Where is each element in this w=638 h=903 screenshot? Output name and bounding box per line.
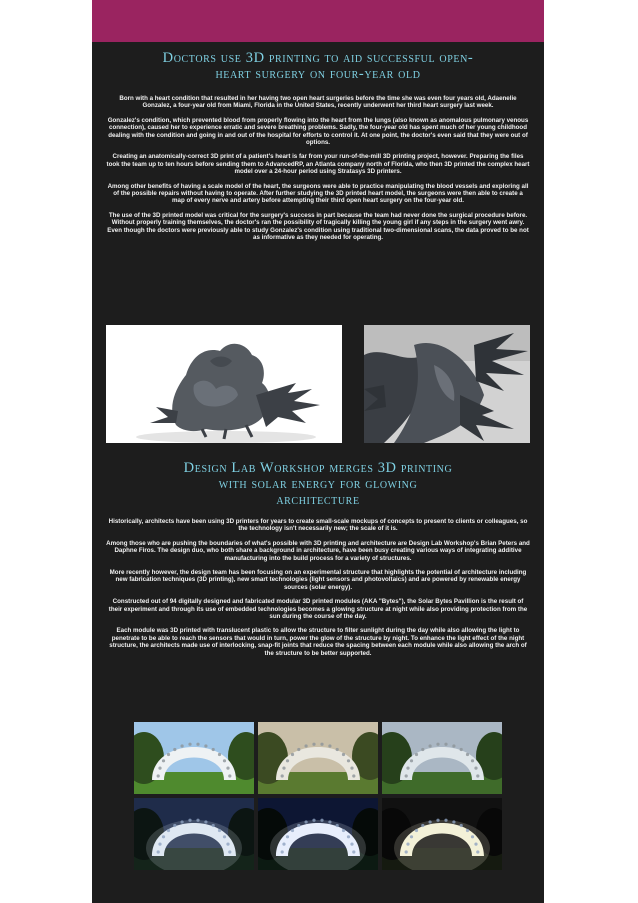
article-2-paragraph-2: Among those who are pushing the boundaries of what's possible with 3D printing and architecture are Design Lab Workshop's Brian Peters and Daphne Firos. The design duo, who both share a background in architecture, have been busy creating various ways of integrating additive manufacturing into the build process for a variety of structures. [106,539,530,562]
article-2-paragraph-3: More recently however, the design team has been focusing on an experimental structure that highlights the potential of architecture including new fabrication techniques (3D printing), new smart technologies (light sensors and photovoltaics) and are powered by renewable energy sources (solar energy). [109,569,527,591]
heart-model-photo-closeup [364,325,530,443]
heart-model-photos [106,325,530,443]
pavilion-photo-3 [382,722,502,794]
article-2-headline-line-3: architecture [276,492,360,508]
solar-bytes-pavilion-photo-grid [134,722,502,872]
newsletter-page [92,0,544,903]
article-1-paragraph-4: Among other benefits of having a scale model of the heart, the surgeons were able to practice manipulating the blood vessels and exploring all of the possible repairs without having to operate. After further studying the 3D printed heart model, the surgeons were then able to create a map of every nerve and artery before attempting their third open heart surgery on the four-year old. [107,182,529,205]
article-2-headline-line-1: Design Lab Workshop merges 3D printing [183,460,453,476]
top-color-band [92,0,544,42]
article-2-paragraph-5: Each module was 3D printed with translucent plastic to allow the structure to filter sunlight during the day while also allowing the light to penetrate to be able to reach the sensors that would in turn, power the glow of the structure by night. To enhance the light effect of the night structure, the architects made use of interlocking, snap-fit joints that reduce the spacing between each module while also allowing the arch of the structure to be better supported. [109,627,527,657]
article-1-headline-line-2: heart surgery on four-year old [215,66,421,82]
article-1-body [106,95,530,249]
article-1-headline-line-1: Doctors use 3D printing to aid successful open- [162,50,474,66]
article-2-headline-line-2: with solar energy for glowing [218,476,418,492]
heart-model-photo-wide [106,325,342,443]
article-2-headline [102,460,534,508]
pavilion-photo-5 [258,798,378,870]
article-1-paragraph-5: The use of the 3D printed model was critical for the surgery's success in part because the team had never done the surgical procedure before. Without properly training themselves, the doctor's ran the possibility of tragically killing the young girl if any steps in the surgery went awry. Even though the doctors were previously able to study Gonzalez's condition using traditional two-dimensional scans, the data proved to be not as informative as they needed for operating. [107,211,529,242]
article-1-paragraph-2: Gonzalez's condition, which prevented blood from properly flowing into the heart from the lungs (also known as anomalous pulmonary venous connection), caused her to experience erratic and severe breathing problems. Sadly, the four-year old has spent much of her young childhood dealing with the condition and going in and out of the hospital for efforts to control it. At one point, the doctor's even said that they were out of options. [107,116,529,147]
pavilion-photo-1 [134,722,254,794]
article-1-paragraph-1: Born with a heart condition that resulted in her having two open heart surgeries before the time she was even four years old, Adaenelie Gonzalez, a four-year old from Miami, Florida in the United States, recently underwent her third heart surgery last week. [119,95,517,110]
pavilion-photo-4 [134,798,254,870]
article-1-headline [102,50,534,82]
article-1-paragraph-3: Creating an anatomically-correct 3D print of a patient's heart is far from your run-of-the-mill 3D printing project, however. Preparing the files took the team up to ten hours before sending them to AdvancedRP, an Atlanta company north of Florida, who then 3D printed the complex heart model over a 24-hour period using Stratasys 3D printers. [106,153,530,176]
pavilion-photo-6 [382,798,502,870]
article-2-paragraph-4: Constructed out of 94 digitally designed and fabricated modular 3D printed modules (AKA "Bytes"), the Solar Bytes Pavillion is the result of their experiment and through its use of embedded technologies becomes a glowing structure at night while also providing protection from the sun during the course of the day. [108,598,528,621]
article-2-paragraph-1: Historically, architects have been using 3D printers for years to create small-scale mockups of concepts to present to clients or colleagues, so the technology isn't necessarily new; the scale of it is. [108,518,528,533]
article-2-body [106,518,530,664]
pavilion-photo-2 [258,722,378,794]
